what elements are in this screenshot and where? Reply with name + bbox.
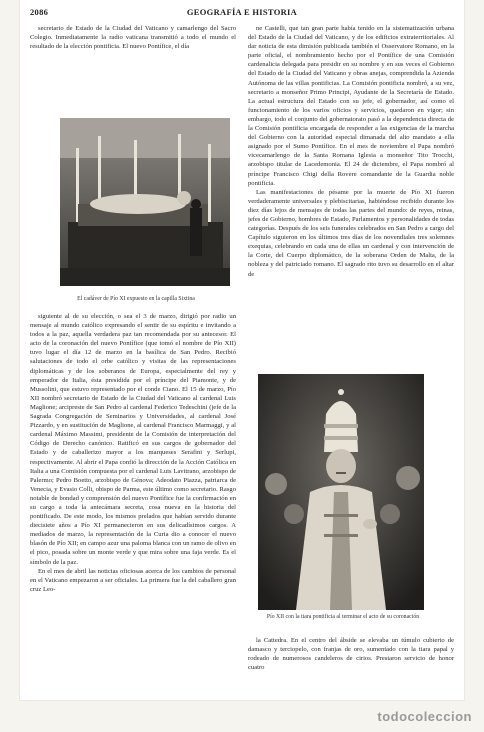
paragraph: Las manifestaciones de pésame por la muerte de Pío XI fueron verdaderamente universales y plebiscitarias, habiéndose recibido durante los diez días lejos de mensajes de todas las partes del mundo: de reyes, reinas, jefes de Gobierno, hombres de Estado, Parlamentos y personalidades de todas categorías. Después de los seis funerales celebrados en San Pedro a cargo del Capítulo siguieron en los últimos tres días de los novendiales tres solemnes exequias, celebrando en cada una de ellas un cardenal y con intervención de la Corte, del Cuerpo diplomático, de la soberana Orden de Malta, de la nobleza y del patriciado romano. El sagrado rito tuvo su desarrollo en el altar de xyxy=(248,188,454,278)
watermark-logo: todocoleccion xyxy=(377,709,472,724)
paragraph: En el mes de abril las noticias oficiosas acerca de los cambios de personal en el Vaticano empezaron a ser oficiales. La primera fue la del caballero gran cruz Leo- xyxy=(30,567,236,593)
paragraph: siguiente al de su elección, o sea el 3 de marzo, dirigió por radio un mensaje al mundo católico expresando el sentir de su espíritu e invitando a todos a la paz, aquella verdadera paz tan recomendada por su antecesor. El acto de la coronación del nuevo Pontífice (que tomó el nombre de Pío XII) tuvo lugar el día 12 de marzo en la basílica de San Pedro. Recibió salutaciones de todo el orbe católico y visitas de las representaciones diplomáticas y de los soberanos de Europa, especialmente del rey y emperador de Italia, ésta presidida por el príncipe del Piamonte, y de Mussolini, que estuvo representado por el conde Ciano. El 15 de marzo, Pío XII nombró secretario de Estado de la Ciudad del Vaticano al cardenal Luis Maglione; arcipreste de San Pedro al cardenal Federico Tedeschini (jefe de la Sagrada Congregación de Seminarios y Universidades, al cardenal José Pizzardo, y en sustitución de Maglione, al cardenal Francisco Marmaggi, y al cardenal Máximo Massimi, presidente de la Comisión de interpretación del Código de Derecho canónico. Ratificó en sus cargos de gobernador del Estado y de caballerizo mayor a los marqueses Serafini y Serlupi, respectivamente. Al abrir el Papa confió la dirección de la Acción Católica en Italia a una Comisión compuesta por el cardenal Luis Lavitrano, arzobispo de Palermo; Pedro Boetto, arzobispo de Génova; Adeodato Piazza, patriarca de Venecia, y Evasio Colli, obispo de Parma, este último como secretario. Rasgo notable de bondad y comprensión del nuevo Pontífice fue la confirmación en su cargo a toda la antecámara secreta, cosa nueva en la historia del pontificado. De este modo, los mismos prelados que habían servido durante diecisiete años a Pío XI permanecieron en sus delicadísimos cargos. A mediados de marzo, la representación de la Curia dio a conocer el nuevo blasón de Pío XII; en campo azur una paloma blanca con un ramo de olivo en el pico, posada sobre un monte verde y que mira sobre una faja verde. Es el símbolo de la paz. xyxy=(30,313,236,566)
paragraph: ne Castelli, que tan gran parte había tenido en la sistematización urbana del Estado de la Ciudad del Vaticano, y de los edificios extraterritoriales. Al dar noticia de esta dimisión publicada también el Osservatore Romano, en la parte oficial, el nombramiento hecho por el Pontífice de una Comisión cardenalicia delegada para presidir en su nombre y en sus veces el Gobierno del Estado de la Ciudad del Vaticano y obras anejas, comprendida la Azienda Autónoma de las villas pontificias. La Comisión pontificia nombró, a su vez, secretario a monseñor Primo Principi, Ayudante de la Secretaría de Estado. La actual estructura del Estado con su jefe, el gobernador, así como el funcionamiento de los varios oficios y servicios, quedaron en vigor; sin embargo, todo el conjunto del gobernatorato pasó a la dependencia directa de la Comisión pontificia encargada de responder a las exigencias de la marcha del Gobierno con la autoridad especial dimanada del alto mandato a ella asignado por el Sumo Pontífice. En el mes de noviembre el Papa nombró vicecamarlengo de la Santa Romana Iglesia a monseñor Tito Trocchi, arzobispo titular de Lacedemonia. El 24 de diciembre, el Papa nombró al príncipe Francisco Chigi della Rovere comandante de la Guardia noble pontificia. xyxy=(248,25,454,187)
page-header xyxy=(30,6,454,20)
section-title: GEOGRAFÍA E HISTORIA xyxy=(186,7,298,17)
figure-pius-xi-lying-in-state xyxy=(60,118,230,286)
right-column-bottom xyxy=(248,636,454,682)
figure-caption: Pío XII con la tiara pontificia al terminar el acto de su coronación xyxy=(266,614,420,620)
right-column-top xyxy=(248,24,454,360)
paragraph: la Cattedra. En el centro del ábside se elevaba un túmulo cubierto de damasco y terciopelo, con franjas de oro, sumentado con la tiara papal y rodeado de numerosos candeleros de cirios. Prestaron servicio de honor cuatro xyxy=(248,637,454,672)
photo-lying-in-state xyxy=(60,118,230,286)
figure-caption: El cadáver de Pío XI expuesto en la capilla Sixtina xyxy=(77,296,195,302)
magazine-page xyxy=(20,0,464,700)
paragraph: secretario de Estado de la Ciudad del Vaticano y camarlengo del Sacro Colegio. Inmediatamente la radio vaticana transmitió a todo el mundo el resultado de la elección pontificia. El nuevo Pontífice, el día xyxy=(30,25,236,51)
photo-coronation xyxy=(258,374,424,610)
left-column-top xyxy=(30,24,236,62)
left-column-bottom xyxy=(30,312,236,692)
page-number: 2086 xyxy=(30,7,49,17)
figure-pius-xii-with-tiara xyxy=(258,374,424,610)
